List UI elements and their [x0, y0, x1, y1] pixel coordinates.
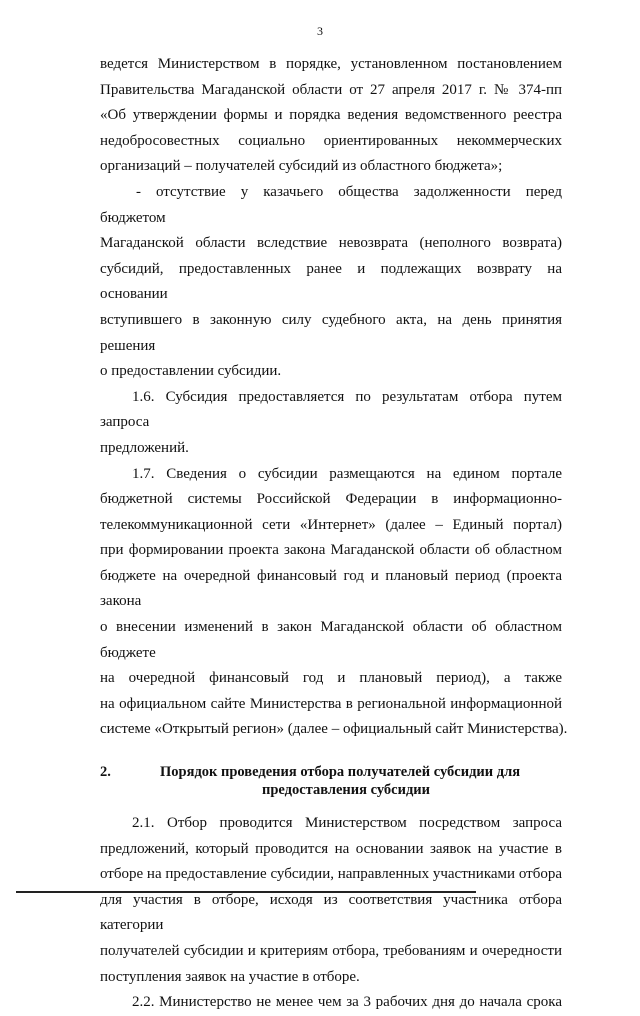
paragraph-2-1 [100, 811, 562, 990]
footer-divider [16, 891, 476, 893]
text-line: поступления заявок на участие в отборе. [100, 968, 360, 985]
section-title: Порядок проведения отбора получателей субсидии для [160, 764, 521, 781]
text-line: недобросовестных социально ориентированных некоммерческих [100, 132, 562, 149]
paragraph-2-2 [100, 990, 562, 1016]
text-line: бюджете на очередной финансовый год и плановый период (проекта закона [100, 567, 562, 610]
paragraph-registry [100, 52, 562, 180]
text-line: предложений. [100, 439, 189, 456]
text-line: на очередной финансовый год и плановый период), а также [100, 670, 562, 687]
text-line: «Об утверждении формы и порядка ведения ведомственного реестра [100, 107, 562, 124]
paragraph-1-6 [100, 385, 562, 462]
text-line: 2.1. Отбор проводится Министерством посредством запроса [132, 815, 562, 832]
page-number: 3 [317, 24, 323, 38]
paragraph-debt-condition [100, 180, 562, 385]
document-body [100, 52, 568, 1016]
text-line: о предоставлении субсидии. [100, 363, 282, 380]
text-line: организаций – получателей субсидий из областного бюджета»; [100, 158, 503, 175]
text-line: субсидий, предоставленных ранее и подлежащих возврату на основании [100, 260, 562, 303]
text-line: Магаданской области вследствие невозврата (неполного возврата) [100, 235, 562, 252]
text-line: предложений, который проводится на основании заявок на участие в [100, 840, 562, 857]
text-line: 1.6. Субсидия предоставляется по результатам отбора путем запроса [100, 388, 562, 431]
text-line: получателей субсидии и критериям отбора, требованиям и очередности [100, 943, 562, 959]
text-line: 2.2. Министерство не менее чем за 3 рабочих дня до начала срока [132, 994, 562, 1011]
text-line: для участия в отборе, исходя из соответствия участника отбора категории [100, 891, 562, 934]
text-line: бюджетной системы Российской Федерации в информационно- [100, 491, 562, 508]
text-line: 1.7. Сведения о субсидии размещаются на едином портале [132, 465, 562, 482]
text-line: Правительства Магаданской области от 27 апреля 2017 г. № 374-пп [100, 81, 562, 98]
text-line: отборе на предоставление субсидии, направленных участниками отбора [100, 866, 562, 883]
text-line: о внесении изменений в закон Магаданской области об областном бюджете [100, 619, 562, 661]
text-line: телекоммуникационной сети «Интернет» (далее – Единый портал) [100, 516, 562, 533]
text-line: на официальном сайте Министерства в региональной информационной [100, 695, 562, 712]
text-line: системе «Открытый регион» (далее – официальный сайт Министерства). [100, 721, 568, 738]
text-line: - отсутствие у казачьего общества задолженности перед бюджетом [100, 183, 562, 226]
section-heading [100, 763, 562, 799]
paragraph-1-7 [100, 462, 568, 744]
text-line: ведется Министерством в порядке, установленном постановлением [100, 56, 562, 72]
section-number: 2. [100, 764, 111, 781]
text-line: при формировании проекта закона Магаданской области об областном [100, 542, 562, 559]
text-line: вступившего в законную силу судебного акта, на день принятия решения [100, 311, 562, 354]
section-title-continued: предоставления субсидии [261, 782, 430, 799]
